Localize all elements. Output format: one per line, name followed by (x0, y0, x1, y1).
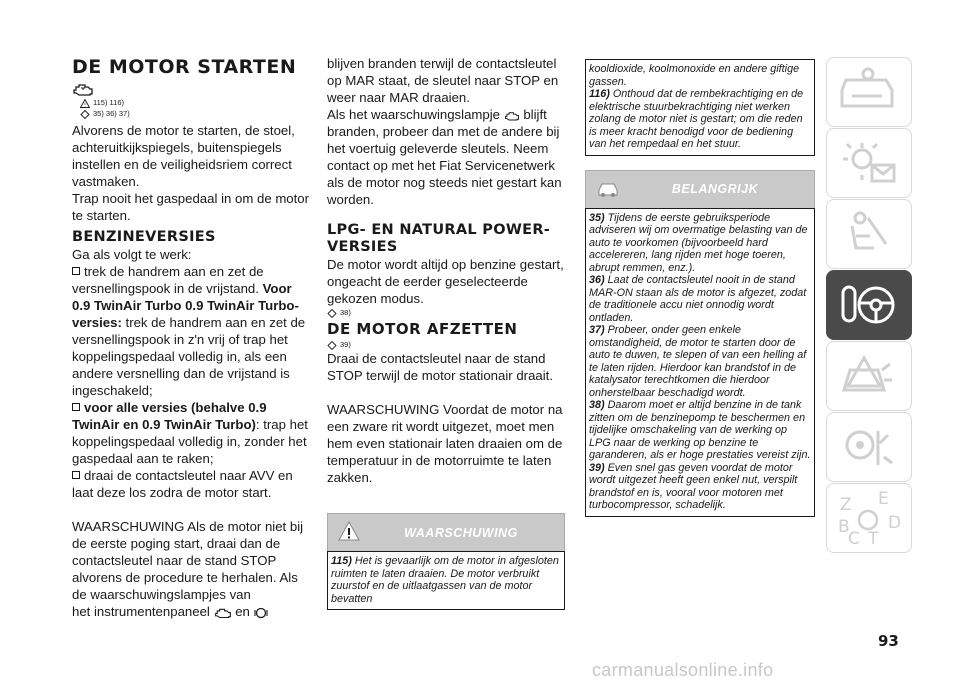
tab-dashboard[interactable] (826, 57, 912, 127)
svg-text:T: T (868, 529, 879, 546)
list-item: draai de contactsleutel naar AVV en laat deze los zodra de motor start. (72, 468, 293, 500)
car-warning-icon (596, 178, 620, 198)
warning-banner (327, 513, 565, 551)
intro-paragraph-1: Alvorens de motor te starten, de stoel, achteruitkijkspiegels, buitenspiegels instellen en de veiligheidsriem correct vastmaken. (72, 123, 295, 189)
ref-row-a (80, 97, 310, 108)
paragraph: Draai de contactsleutel naar de stand STOP terwijl de motor stationair draait. (327, 351, 553, 383)
ref-numbers-b: 35) 36) 37) (93, 109, 130, 118)
airbag-seat-icon (838, 208, 900, 260)
ref-row: 39) (327, 339, 565, 350)
page-title: DE MOTOR STARTEN (72, 56, 297, 78)
key-immobilizer-icon (254, 607, 268, 619)
ref-numbers-a: 115) 116) (93, 98, 124, 107)
tools-map-icon (838, 421, 900, 473)
paragraph: Als het waarschuwingslampje blijft branden, probeer dan met de andere bij het voertuig geleverde sleutels. Neem contact op met het Fiat Servicenetwerk als de motor nog steeds niet gestart kan worden. (327, 107, 562, 207)
attention-icon (327, 309, 337, 318)
tab-index[interactable] (826, 483, 912, 553)
chapter-sidebar (826, 57, 912, 554)
warning-note-box: 115) Het is gevaarlijk om de motor in afgesloten ruimten te laten draaien. De motor verbruikt zuurstof en de uitlaatgassen van de motor bevatten (327, 551, 565, 610)
warning-triangle-icon (80, 99, 90, 108)
watermark: carmanualsonline.info (592, 660, 774, 680)
tab-lights[interactable] (826, 128, 912, 198)
warning-paragraph: WAARSCHUWING Als de motor niet bij de eerste poging start, draai dan de contactsleutel naar de stand STOP alvorens de procedure te herhalen. Als de waarschuwingslampjes van (72, 519, 304, 602)
tab-emergency[interactable] (826, 341, 912, 411)
important-note-box: 35) Tijdens de eerste gebruiksperiode adviseren wij om overmatige belasting van de auto te voorkomen (bijvoorbeeld hard accelereren, lang rijden met hoge toeren, abrupt remmen, enz.). 36) Laat de contactsleutel nooit in de stand MAR-ON staan als de motor is afgezet, zodat de traditionele accu niet onnodig wordt ontladen. 37) Probeer, onder geen enkele omstandigheid, de motor te starten door de auto te duwen, te slepen of van een helling af te laten rijden. Hierdoor kan brandstof in de katalysator terechtkomen die hierdoor onherstelbaar beschadigd wordt. 38) Daarom moet er altijd benzine in de tank zitten om de benzinepomp te beschermen en tijdelijke omschakeling van de werking op LPG naar de werking op benzine te garanderen, als er hoge prestaties vereist zijn. 39) Even snel gas geven voordat de motor wordt uitgezet heeft geen enkel nut, verspilt brandstof en is, vooral voor motoren met turbocompressor, schadelijk. (585, 208, 815, 517)
car-dashboard-icon (838, 66, 900, 118)
svg-text:!: ! (83, 102, 87, 108)
page-number: 93 (878, 632, 899, 650)
attention-icon (327, 341, 337, 350)
tab-starting-driving[interactable] (826, 270, 912, 340)
lead-text: Ga als volgt te werk: (72, 247, 192, 262)
section-title-stop: DE MOTOR AFZETTEN (327, 320, 518, 338)
svg-text:B: B (838, 517, 850, 537)
list-item: voor alle versies (behalve 0.9 TwinAir en 0.9 TwinAir Turbo): trap het koppelingspedaal volledig in, zonder het gaspedaal aan te raken; (72, 400, 308, 466)
section-title-lpg: LPG- EN NATURAL POWER-VERSIES (327, 222, 551, 255)
engine-warning-icon (214, 607, 232, 619)
column-3 (585, 59, 815, 517)
paragraph: blijven branden terwijl de contactsleutel op MAR staat, de sleutel naar STOP en weer naar MAR draaien. (327, 56, 559, 105)
bullet-icon (72, 267, 80, 275)
ref-row: 38) (327, 307, 565, 318)
lights-mail-icon (838, 137, 900, 189)
key-steering-icon (838, 279, 900, 331)
svg-text:D: D (888, 513, 902, 533)
column-2 (327, 55, 565, 610)
warning-triangle-icon (838, 350, 900, 402)
svg-text:Z: Z (840, 495, 852, 515)
intro-paragraph-2: Trap nooit het gaspedaal in om de motor te starten. (72, 191, 310, 223)
engine-warning-icon (72, 83, 310, 97)
svg-text:E: E (878, 490, 889, 509)
tab-maintenance[interactable] (826, 412, 912, 482)
column-1 (72, 55, 310, 620)
important-label: BELANGRIJK (671, 182, 759, 196)
svg-text:C: C (848, 529, 860, 546)
attention-icon (80, 110, 90, 119)
warning-triangle-icon (338, 521, 360, 541)
warning-note-box-cont: kooldioxide, koolmonoxide en andere giftige gassen. 116) Onthoud dat de rembekrachtiging en de elektrische stuurbekrachtiging niet werken zolang de motor niet is gestart; om die reden is meer kracht benodigd voor de bediening van het rempedaal en het stuur. (585, 59, 815, 156)
engine-warning-icon (504, 110, 520, 122)
ref-row-b (80, 108, 310, 119)
paragraph: De motor wordt altijd op benzine gestart, ongeacht de eerder geselecteerde gekozen modus. (327, 257, 564, 306)
warning-paragraph: WAARSCHUWING Voordat de motor na een zware rit wordt uitgezet, moet men hem even stationair laten draaien om de temperatuur in de motorruimte te laten zakken. (327, 402, 563, 485)
section-title-benzine: BENZINEVERSIES (72, 229, 216, 245)
list-item: trek de handrem aan en zet de versnellingspook in de vrijstand. Voor 0.9 TwinAir Turbo 0.9 TwinAir Turbo-versies: trek de handrem aan en zet de versnellingspook in z'n vrij of trap het koppelingspedaal volledig in, als een andere versnelling dan de vrijstand is ingeschakeld; (72, 264, 306, 398)
bullet-icon (72, 471, 80, 479)
tab-safety[interactable] (826, 199, 912, 269)
bullet-icon (72, 403, 80, 411)
last-line: het instrumentenpaneel en (72, 603, 310, 620)
warning-label: WAARSCHUWING (404, 525, 518, 540)
important-banner (585, 170, 815, 208)
alphabet-index-icon (834, 490, 904, 546)
